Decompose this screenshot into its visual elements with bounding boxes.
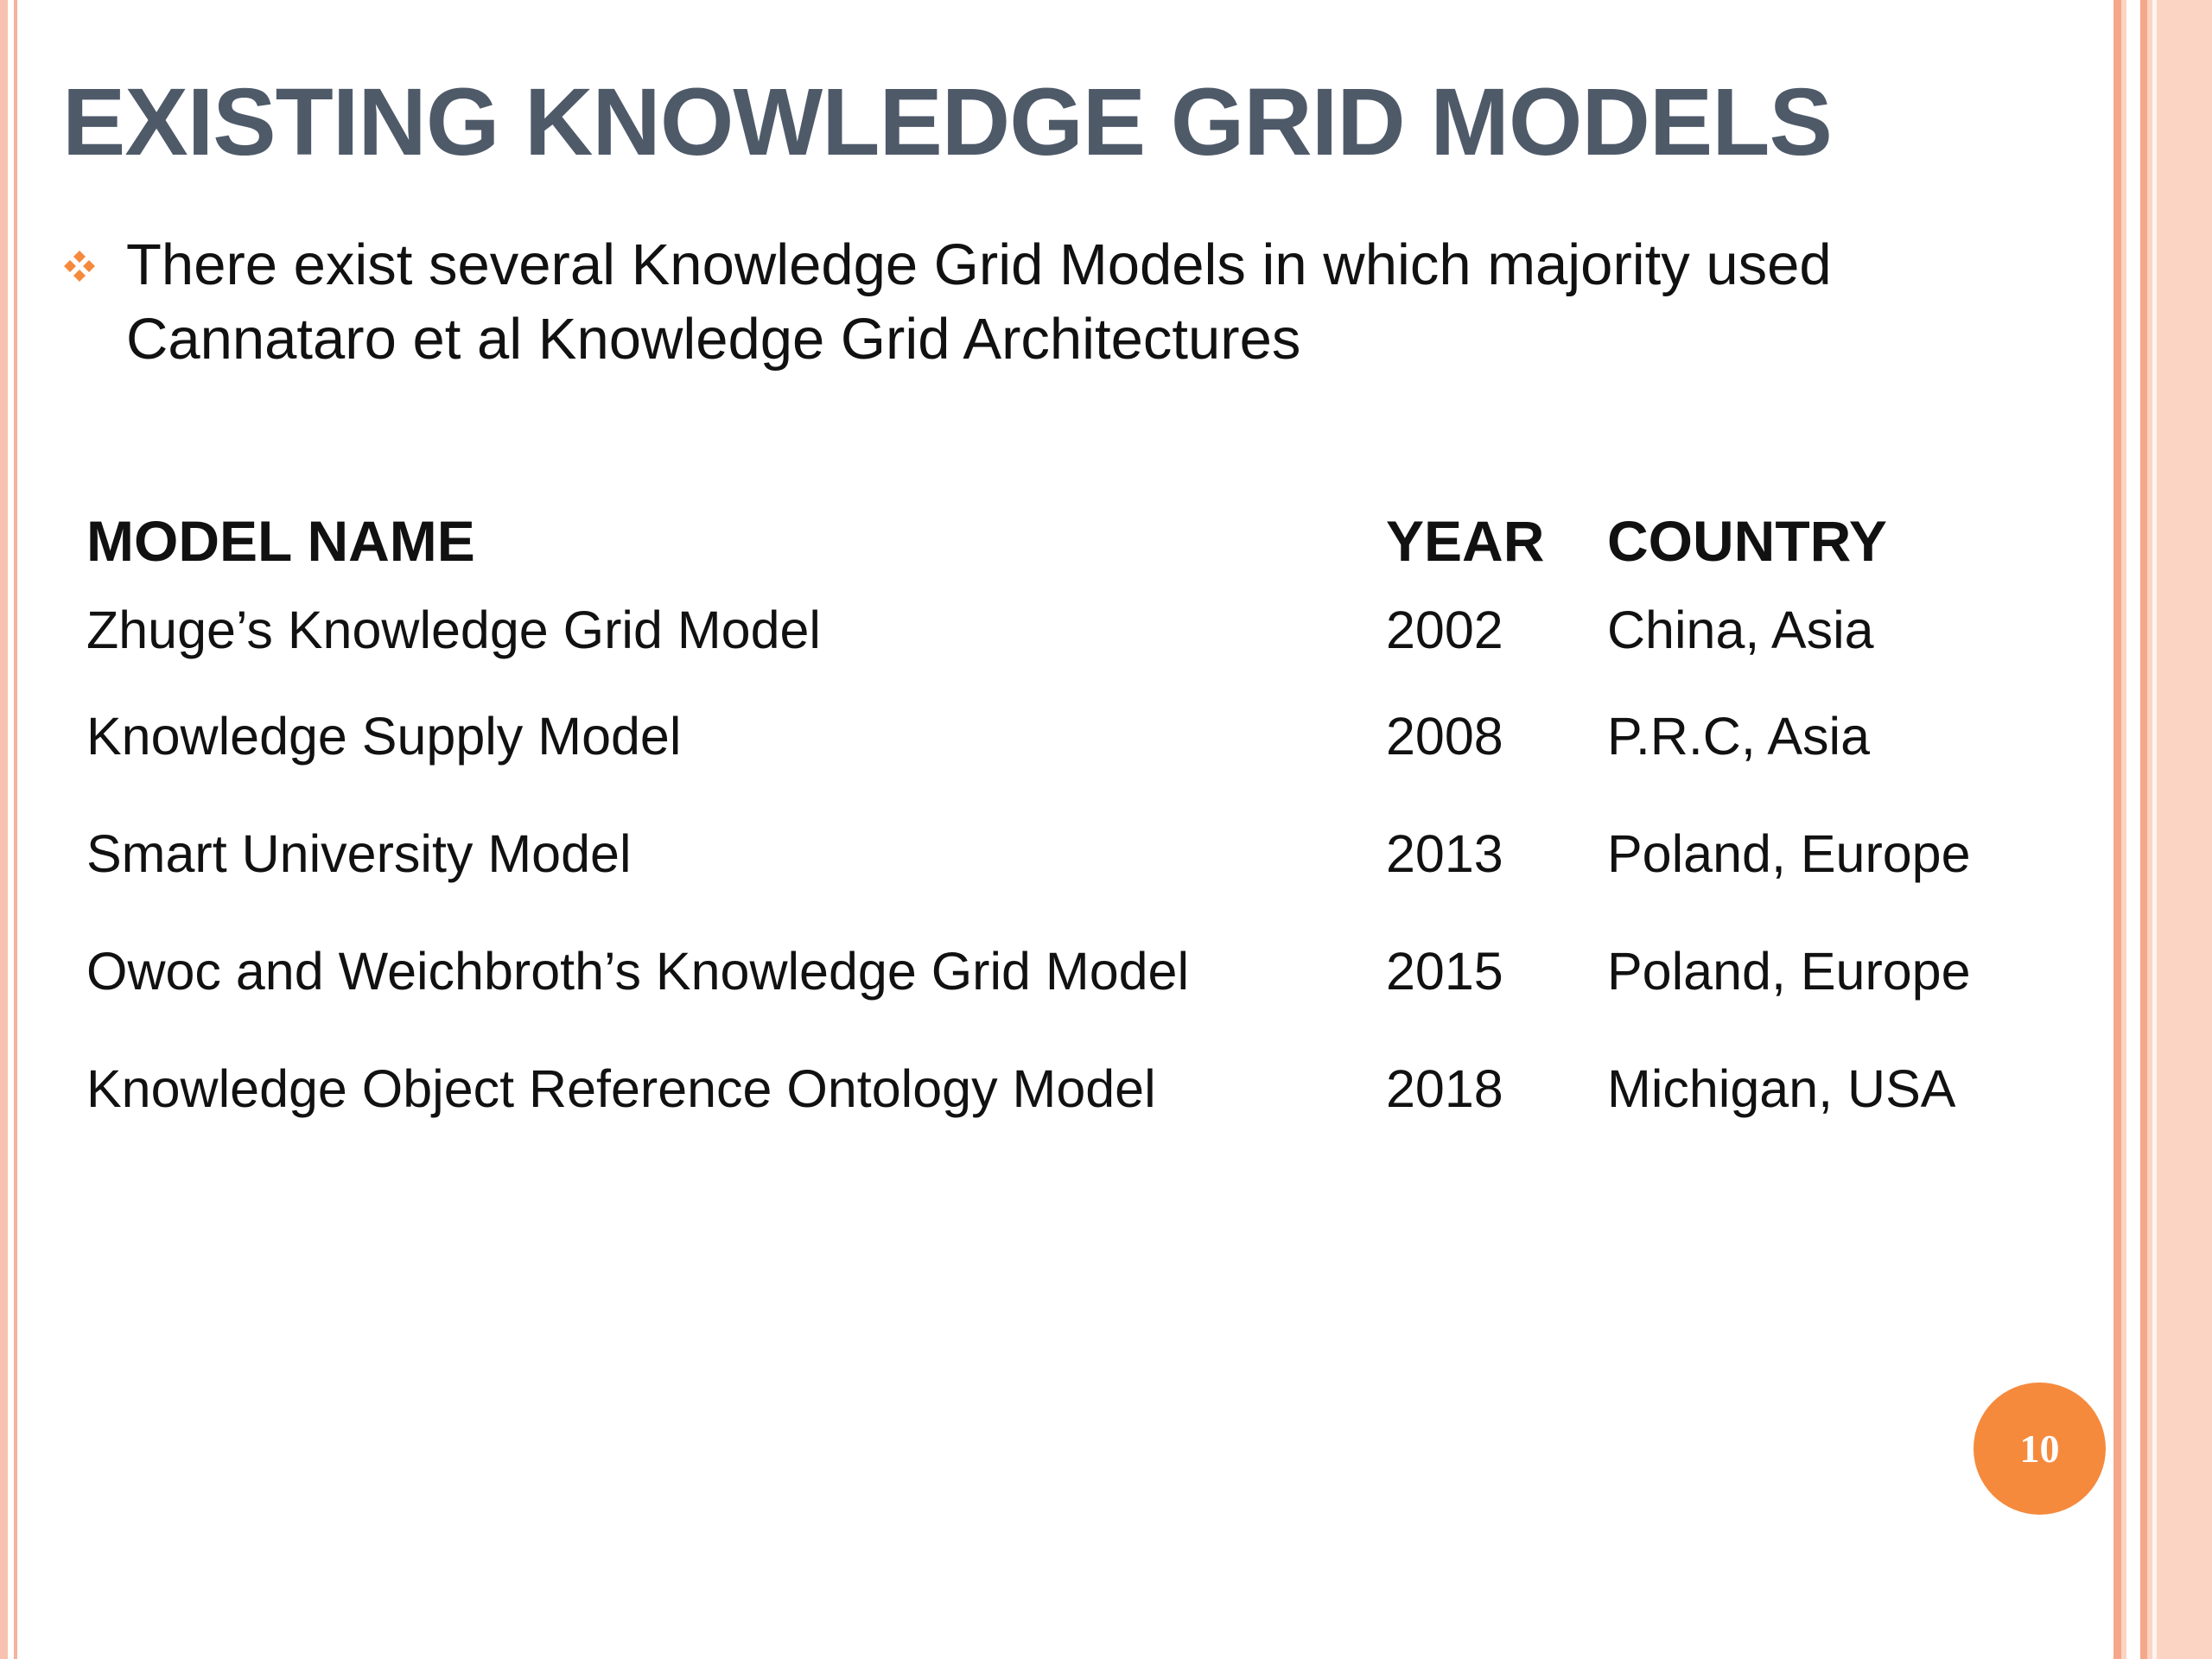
table-row <box>73 1030 2018 1147</box>
cell-year: 2018 <box>1386 1059 1503 1118</box>
cell-country: P.R.C, Asia <box>1607 707 1871 766</box>
table-header-row <box>73 499 2018 582</box>
cell-year: 2002 <box>1386 601 1503 659</box>
table-row <box>73 677 2018 795</box>
table-row <box>73 795 2018 912</box>
four-diamond-bullet-icon <box>62 249 97 283</box>
cell-year: 2015 <box>1386 942 1503 1001</box>
page-number-badge: 10 <box>1974 1382 2106 1515</box>
left-border-line <box>14 0 17 1659</box>
cell-year: 2008 <box>1386 707 1503 766</box>
models-table <box>73 499 2018 1147</box>
right-border-line <box>2140 0 2147 1659</box>
right-border-gap <box>2152 0 2157 1659</box>
right-border-line <box>2113 0 2121 1659</box>
cell-model-name: Smart University Model <box>86 824 632 883</box>
header-model-name: MODEL NAME <box>86 509 475 573</box>
slide-title: EXISTING KNOWLEDGE GRID MODELS <box>62 69 1832 175</box>
header-country: COUNTRY <box>1607 509 1887 573</box>
table-row <box>73 582 2018 677</box>
cell-year: 2013 <box>1386 824 1503 883</box>
table-row <box>73 912 2018 1030</box>
cell-model-name: Owoc and Weichbroth’s Knowledge Grid Model <box>86 942 1190 1001</box>
cell-country: Poland, Europe <box>1607 824 1971 883</box>
cell-country: China, Asia <box>1607 601 1874 659</box>
cell-model-name: Knowledge Supply Model <box>86 707 682 766</box>
left-border-stripe <box>0 0 8 1659</box>
cell-country: Poland, Europe <box>1607 942 1971 1001</box>
header-year: YEAR <box>1386 509 1545 573</box>
right-border-gap <box>2126 0 2140 1659</box>
bullet-text: There exist several Knowledge Grid Models in which majority used Cannataro et al Knowledge Grid Architectures <box>126 232 1832 372</box>
cell-model-name: Knowledge Object Reference Ontology Model <box>86 1059 1156 1118</box>
cell-country: Michigan, USA <box>1607 1059 1956 1118</box>
cell-model-name: Zhuge’s Knowledge Grid Model <box>86 601 821 659</box>
